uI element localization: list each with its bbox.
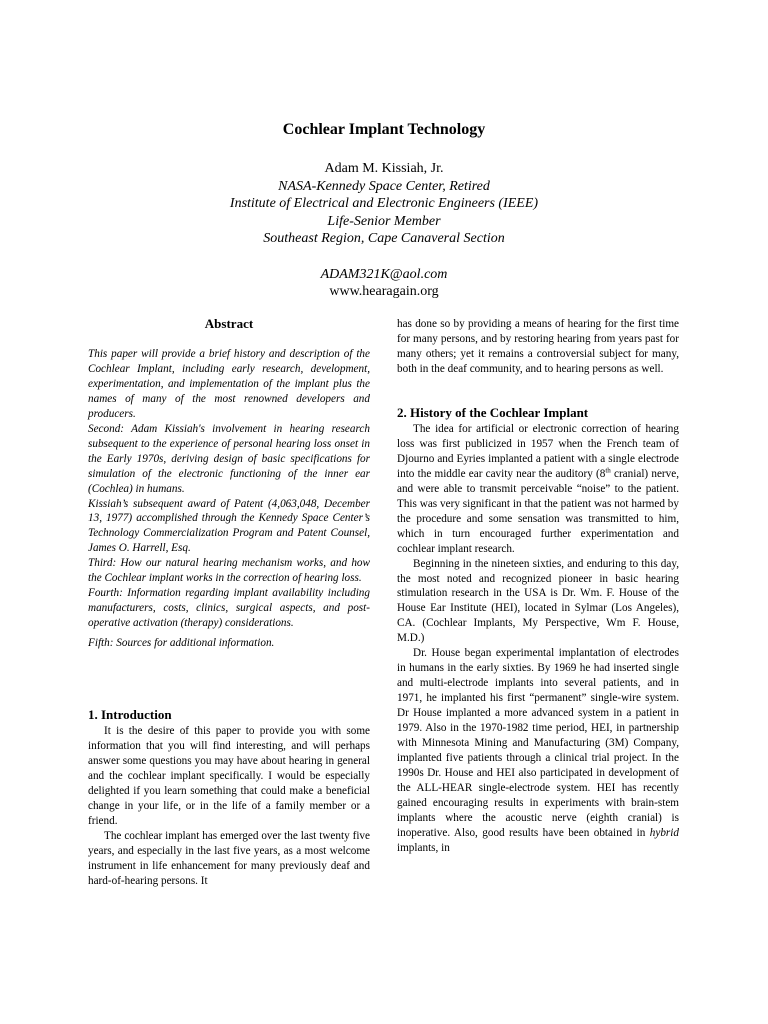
text-run: cranial) nerve, and were able to transmit perceivable “noise” to the patient. This was very significant in that the patient was not harmed by the procedure and some sensation was transmitted to him, which in turn encouraged further experimentation and cochlear implant research. (397, 467, 679, 555)
author-affiliation-3: Life-Senior Member (327, 213, 441, 229)
emphasis: hybrid (649, 826, 679, 839)
introduction-continued (397, 317, 679, 377)
abstract-body (88, 347, 370, 651)
body-paragraph (397, 422, 679, 557)
section-heading-history: 2. History of the Cochlear Implant (397, 405, 589, 420)
body-paragraph (397, 646, 679, 855)
author-name: Adam M. Kissiah, Jr. (324, 161, 444, 176)
body-paragraph: The cochlear implant has emerged over the last twenty five years, and especially in the last five years, as a most welcome instrument in life enhancement for many previously deaf and hard-of-hearing persons. It (88, 829, 370, 887)
author-email[interactable]: ADAM321K@aol.com (320, 266, 448, 282)
introduction-body (88, 724, 370, 888)
body-paragraph: has done so by providing a means of hearing for the first time for many persons, and by restoring hearing from years past for many others; yet it remains a controversial subject for many, both in the deaf community, and to hearing persons as well. (397, 318, 679, 375)
superscript: th (605, 466, 611, 475)
abstract-paragraph: Second: Adam Kissiah's involvement in hearing research subsequent to the experience of personal hearing loss onset in the Early 1970s, deriving design of basic specifications for simulation of the electronic functioning of the inner ear (Cochlea) in humans. (88, 422, 370, 495)
text-run: Dr. House began experimental implantation of electrodes in humans in the early sixties. By 1969 he had inserted single and multi-electrode implants into several patients, and in 1971, he implanted his first “permanent” single-wire system. Dr House implanted a more advanced system in a patient in 1979. Also in the 1970-1982 time period, HEI, in partnership with Minnesota Mining and Manufacturing (3M) Company, implanted five patients through a clinical trial project. In the 1990s Dr. House and HEI also participated in development of the ALL-HEAR single-electrode system. HEI has recently gained encouraging results in experiments with brain-stem implants where the acoustic nerve (eighth cranial) is inoperative. Also, good results have been obtained in (397, 647, 679, 839)
abstract-paragraph: Kissiah’s subsequent award of Patent (4,063,048, December 13, 1977) accomplished through the Kennedy Space Center’s Technology Commercialization Program and Patent Counsel, James O. Harrell, Esq. (88, 497, 370, 555)
abstract-paragraph: Third: How our natural hearing mechanism works, and how the Cochlear implant works in the correction of hearing loss. (88, 557, 370, 585)
section-heading-introduction: 1. Introduction (88, 707, 172, 722)
history-body (397, 422, 679, 856)
author-affiliation-1: NASA-Kennedy Space Center, Retired (278, 178, 490, 194)
author-block-spacer (0, 248, 768, 266)
author-affiliation-2: Institute of Electrical and Electronic Engineers (IEEE) (229, 196, 539, 211)
author-block (0, 160, 768, 301)
abstract-heading: Abstract (204, 316, 254, 331)
abstract-paragraph: Fifth: Sources for additional information. (88, 637, 275, 650)
abstract-paragraph: Fourth: Information regarding implant availability including manufacturers, costs, clinics, surgical aspects, and post-operative activation (therapy) considerations. (88, 587, 370, 630)
text-run: The idea for artificial or electronic correction of hearing loss was first publicized in 1957 when the French team of Djourno and Eyries implanted a patient with a single electrode into the middle ear cavity near the auditory (8 (397, 423, 679, 480)
text-run: implants, in (397, 841, 450, 854)
abstract-paragraph: This paper will provide a brief history and description of the Cochlear Implant, including early research, development, experimentation, and implementation of the implant plus the names of many of the most renowned developers and producers. (88, 348, 370, 420)
body-paragraph: Beginning in the nineteen sixties, and enduring to this day, the most noted and recognized pioneer in basic hearing stimulation research in the USA is Dr. Wm. F. House of the House Ear Institute (HEI), located in Sylmar (Los Angeles), CA. (Cochlear Implants, My Perspective, Wm F. House, M.D.) (397, 557, 679, 645)
paper-title: Cochlear Implant Technology (282, 121, 486, 138)
author-website[interactable]: www.hearagain.org (329, 284, 439, 299)
body-paragraph: It is the desire of this paper to provide you with some information that you will find interesting, and will perhaps answer some questions you may have about hearing in general and the cochlear implant specifically. I would be especially delighted if you learn something that could make a beneficial change in your life, or in the life of a family member or a friend. (88, 725, 370, 827)
author-affiliation-4: Southeast Region, Cape Canaveral Section (263, 231, 505, 246)
